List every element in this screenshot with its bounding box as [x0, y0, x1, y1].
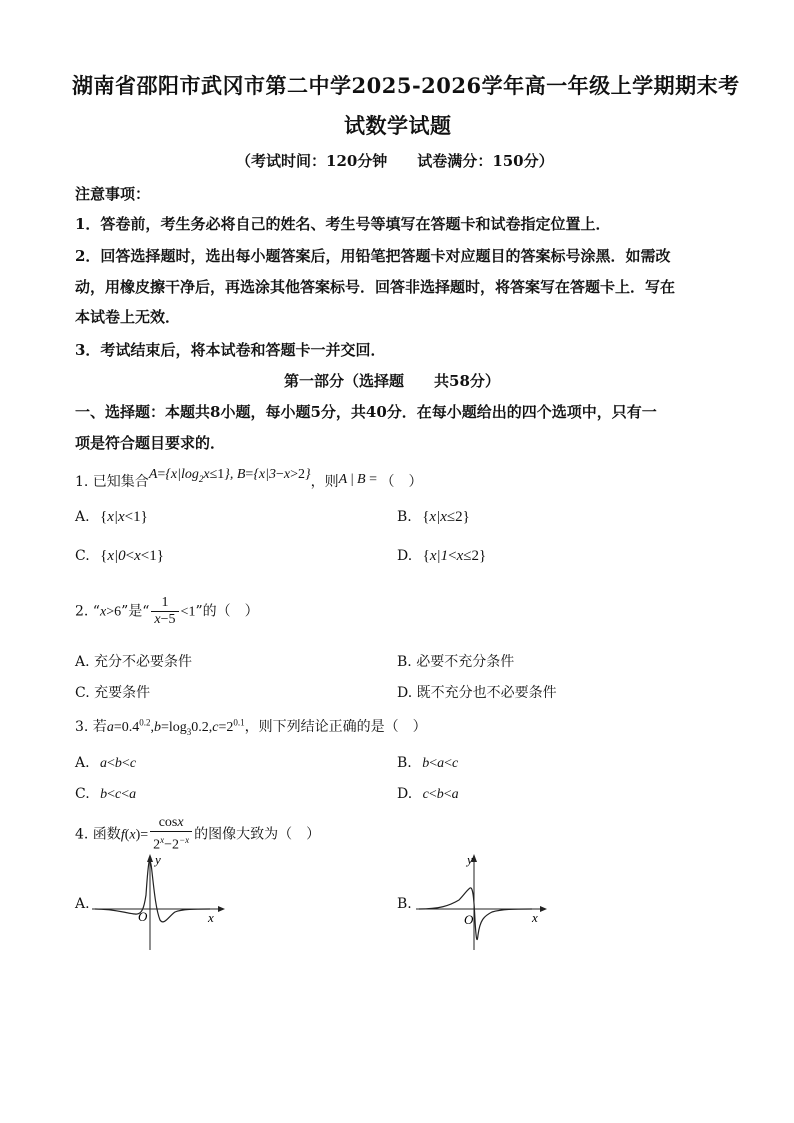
q1-option-c-label: C.: [75, 548, 90, 564]
q3-formula: $a=0.4^{0.2},b=\log_30.2,c=2^{0.1}$: [106, 717, 245, 737]
q1-option-a-label: A.: [75, 509, 90, 525]
q3-option-b-label: B.: [397, 755, 412, 771]
q1-blank: （ ）: [380, 474, 423, 490]
q2-prefix: 2. “: [75, 603, 100, 620]
q3-option-b-math: b<a<c: [422, 756, 459, 771]
q3-suffix: ，则下列结论正确的是（ ）: [244, 719, 427, 735]
question-3-stem: [75, 716, 427, 737]
q1-option-b-math: {x|x≤2}: [422, 509, 470, 525]
q1-option-b-label: B.: [397, 509, 412, 525]
q3-option-d-math: c<b<a: [422, 787, 459, 802]
q4-graph-b: [414, 850, 554, 955]
q1-set-formula: $A=\{x|\log_2x\le 1\}$, B={x|3−x>2}: [148, 467, 311, 484]
question-2-stem: [75, 595, 259, 628]
notes-heading: 注意事项：: [75, 185, 151, 203]
q4-fraction: $\frac{\cos x}{2^x-2^{-x}}$: [150, 815, 192, 854]
q4-b-x-arrow: [540, 906, 547, 912]
q4-prefix: 4. 函数: [75, 826, 121, 843]
question-4-stem: [75, 815, 320, 854]
note-3: 3．考试结束后，将本试卷和答题卡一并交回．: [75, 341, 386, 359]
section-instructions-line2: 项是符合题目要求的．: [75, 434, 226, 452]
q3-option-c-math: b<c<a: [100, 787, 137, 802]
q2-suffix: ”的（ ）: [195, 603, 259, 620]
q2-option-c: C. 充要条件: [75, 685, 151, 701]
q2-option-a: A. 充分不必要条件: [75, 654, 193, 670]
q3-option-a-label: A.: [75, 755, 90, 771]
q4-b-x-label: x: [532, 910, 538, 925]
q1-option-d: [397, 548, 486, 565]
q4-a-x-arrow: [218, 906, 225, 912]
note-2-line3: 本试卷上无效．: [75, 308, 181, 326]
q4-option-a-label: A.: [75, 896, 90, 912]
q2-inequality: <1: [180, 604, 196, 620]
q2-fraction: $\frac{1}{x-5}$: [151, 595, 178, 628]
q1-option-a: [75, 509, 148, 526]
q1-option-b: [397, 509, 470, 526]
q3-option-b: [397, 755, 458, 772]
note-2-line1: 2．回答选择题时，选出每小题答案后，用铅笔把答题卡对应题目的答案标号涂黑．如需改: [75, 247, 671, 265]
q3-prefix: 3. 若: [75, 719, 107, 735]
q1-option-a-math: {x|x<1}: [100, 509, 148, 525]
q4-a-origin-label: O: [138, 909, 148, 924]
q4-a-y-label: y: [155, 852, 161, 867]
q3-option-d: [397, 786, 459, 803]
q4-function: f(x)=: [120, 827, 149, 843]
q1-suffix: ，则: [310, 474, 339, 490]
q3-option-a-math: a<b<c: [100, 756, 137, 771]
q4-a-x-label: x: [208, 910, 214, 925]
q4-option-b-label: B.: [397, 896, 412, 912]
q2-condition: x>6: [99, 604, 122, 620]
q4-graph-a: [90, 850, 230, 955]
note-1: 1．答卷前，考生务必将自己的姓名、考生号等填写在答题卡和试卷指定位置上．: [75, 215, 611, 233]
exam-title-line2: 试数学试题: [344, 113, 452, 138]
q1-option-c: [75, 548, 164, 565]
q4-b-y-label: y: [467, 852, 473, 867]
question-1-stem: [75, 467, 423, 492]
q1-option-d-label: D.: [397, 548, 413, 564]
q2-option-b: B. 必要不充分条件: [397, 654, 515, 670]
q4-suffix: 的图像大致为（ ）: [194, 826, 321, 843]
q3-option-c-label: C.: [75, 786, 90, 802]
part1-heading: 第一部分（选择题 共58分）: [284, 372, 500, 390]
note-2-line2: 动，用橡皮擦干净后，再选涂其他答案标号．回答非选择题时，将答案写在答题卡上．写在: [75, 278, 676, 296]
q1-prefix: 1. 已知集合: [75, 474, 149, 490]
q3-option-d-label: D.: [397, 786, 413, 802]
q3-option-a: [75, 755, 136, 772]
q1-option-c-math: {x|0<x<1}: [100, 548, 164, 564]
q4-a-curve: [95, 861, 210, 922]
section-instructions-line1: 一、选择题：本题共8小题，每小题5分，共40分．在每小题给出的四个选项中，只有一: [75, 403, 657, 421]
q1-intersection: A | B =: [338, 472, 381, 487]
q4-b-curve: [419, 888, 532, 940]
q4-b-origin-label: O: [464, 912, 474, 927]
q2-mid: ”是“: [121, 603, 150, 620]
q1-option-d-math: {x|1<x≤2}: [422, 548, 487, 564]
q3-option-c: [75, 786, 136, 803]
q2-option-d: D. 既不充分也不必要条件: [397, 685, 557, 701]
exam-title-line1: 湖南省邵阳市武冈市第二中学2025-2026学年高一年级上学期期末考: [72, 73, 740, 98]
exam-info: （考试时间：120分钟 试卷满分：150分）: [236, 152, 554, 170]
